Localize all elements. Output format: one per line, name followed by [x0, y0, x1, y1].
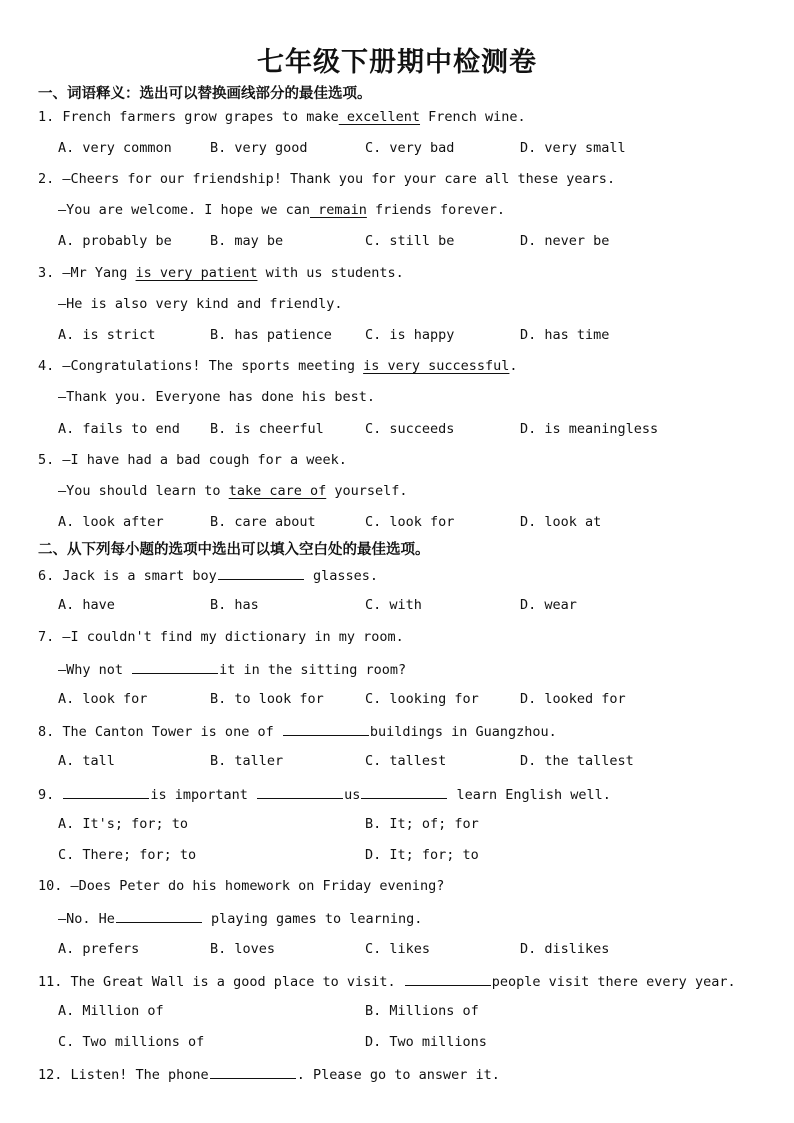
- question-1: [38, 108, 526, 126]
- q9-option-b[interactable]: B. It; of; for: [365, 816, 479, 832]
- q7-option-c[interactable]: C. looking for: [365, 691, 479, 707]
- q5-underlined: take care of: [228, 483, 327, 499]
- q10-response-text: —No. He: [58, 911, 115, 927]
- q7-option-d[interactable]: D. looked for: [520, 691, 626, 707]
- q6-option-c[interactable]: C. with: [365, 597, 422, 613]
- q7-response-text: —Why not: [58, 662, 132, 678]
- q7-option-a[interactable]: A. look for: [58, 691, 148, 707]
- q5-response: [58, 482, 408, 500]
- q5-option-c[interactable]: C. look for: [365, 514, 455, 530]
- q12-blank[interactable]: [210, 1064, 296, 1079]
- question-7: 7. —I couldn't find my dictionary in my room.: [38, 629, 404, 645]
- q5-response-end: yourself.: [326, 483, 408, 499]
- question-9: [38, 784, 611, 804]
- q5-option-b[interactable]: B. care about: [210, 514, 316, 530]
- q1-text: 1. French farmers grow grapes to make: [38, 109, 339, 125]
- q1-text-end: French wine.: [420, 109, 526, 125]
- q2-response-text: —You are welcome. I hope we can: [58, 202, 310, 218]
- q4-option-b[interactable]: B. is cheerful: [210, 421, 324, 437]
- q9-text-end: learn English well.: [448, 787, 611, 803]
- question-10: 10. —Does Peter do his homework on Friday evening?: [38, 878, 445, 894]
- q9-option-a[interactable]: A. It's; for; to: [58, 816, 189, 832]
- q9-text-mid2: us: [344, 787, 361, 803]
- q3-option-d[interactable]: D. has time: [520, 327, 610, 343]
- q2-option-a[interactable]: A. probably be: [58, 233, 172, 249]
- q11-option-d[interactable]: D. Two millions: [365, 1034, 487, 1050]
- q10-option-d[interactable]: D. dislikes: [520, 941, 610, 957]
- q6-option-b[interactable]: B. has: [210, 597, 259, 613]
- q11-option-a[interactable]: A. Million of: [58, 1003, 164, 1019]
- q5-option-d[interactable]: D. look at: [520, 514, 602, 530]
- q7-response-end: it in the sitting room?: [219, 662, 407, 678]
- section-1-heading: 一、词语释义：选出可以替换画线部分的最佳选项。: [38, 86, 372, 102]
- q4-text: 4. —Congratulations! The sports meeting: [38, 358, 364, 374]
- q9-blank-3[interactable]: [361, 784, 447, 799]
- q9-text-mid1: is important: [150, 787, 257, 803]
- q2-option-d[interactable]: D. never be: [520, 233, 610, 249]
- q4-underlined: is very successful: [363, 358, 510, 374]
- q10-response-end: playing games to learning.: [202, 911, 423, 927]
- q3-underlined: is very patient: [135, 265, 258, 281]
- q4-option-d[interactable]: D. is meaningless: [520, 421, 659, 437]
- q8-option-b[interactable]: B. taller: [210, 753, 284, 769]
- page-title: 七年级下册期中检测卷: [257, 47, 537, 78]
- q9-option-d[interactable]: D. It; for; to: [365, 847, 479, 863]
- q10-option-b[interactable]: B. loves: [210, 941, 276, 957]
- q1-option-c[interactable]: C. very bad: [365, 140, 455, 156]
- q1-option-d[interactable]: D. very small: [520, 140, 626, 156]
- q11-blank[interactable]: [405, 971, 491, 986]
- q4-option-c[interactable]: C. succeeds: [365, 421, 455, 437]
- q12-text: 12. Listen! The phone: [38, 1067, 209, 1083]
- q9-blank-2[interactable]: [257, 784, 343, 799]
- q5-option-a[interactable]: A. look after: [58, 514, 164, 530]
- q2-option-b[interactable]: B. may be: [210, 233, 284, 249]
- q11-text-end: people visit there every year.: [491, 974, 736, 990]
- q9-text: 9.: [38, 787, 63, 803]
- q3-response: —He is also very kind and friendly.: [58, 296, 343, 312]
- question-11: [38, 971, 736, 991]
- question-5: 5. —I have had a bad cough for a week.: [38, 452, 347, 468]
- q11-option-b[interactable]: B. Millions of: [365, 1003, 479, 1019]
- q10-option-a[interactable]: A. prefers: [58, 941, 140, 957]
- q6-option-a[interactable]: A. have: [58, 597, 115, 613]
- question-3: [38, 264, 404, 282]
- q3-option-b[interactable]: B. has patience: [210, 327, 332, 343]
- q8-option-a[interactable]: A. tall: [58, 753, 115, 769]
- q10-blank[interactable]: [116, 908, 202, 923]
- question-8: [38, 721, 557, 741]
- q2-response-end: friends forever.: [366, 202, 506, 218]
- q1-underlined: excellent: [338, 109, 421, 125]
- q2-option-c[interactable]: C. still be: [365, 233, 455, 249]
- question-2: 2. —Cheers for our friendship! Thank you for your care all these years.: [38, 171, 616, 187]
- question-4: [38, 357, 518, 375]
- q10-option-c[interactable]: C. likes: [365, 941, 431, 957]
- q6-text-end: glasses.: [304, 568, 378, 584]
- q3-text-end: with us students.: [257, 265, 404, 281]
- q12-text-end: . Please go to answer it.: [296, 1067, 500, 1083]
- q11-option-c[interactable]: C. Two millions of: [58, 1034, 205, 1050]
- q7-response: [58, 659, 406, 679]
- q3-option-a[interactable]: A. is strict: [58, 327, 156, 343]
- q2-response: [58, 201, 505, 219]
- q4-response: —Thank you. Everyone has done his best.: [58, 389, 375, 405]
- q8-text: 8. The Canton Tower is one of: [38, 724, 282, 740]
- q4-text-end: .: [509, 358, 518, 374]
- q3-text: 3. —Mr Yang: [38, 265, 136, 281]
- q6-blank[interactable]: [218, 565, 304, 580]
- q5-response-text: —You should learn to: [58, 483, 229, 499]
- q8-text-end: buildings in Guangzhou.: [369, 724, 557, 740]
- q1-option-b[interactable]: B. very good: [210, 140, 308, 156]
- q1-option-a[interactable]: A. very common: [58, 140, 172, 156]
- q4-option-a[interactable]: A. fails to end: [58, 421, 180, 437]
- q2-underlined: remain: [309, 202, 367, 218]
- q6-text: 6. Jack is a smart boy: [38, 568, 217, 584]
- q7-blank[interactable]: [132, 659, 218, 674]
- question-6: [38, 565, 378, 585]
- q8-option-c[interactable]: C. tallest: [365, 753, 447, 769]
- q8-option-d[interactable]: D. the tallest: [520, 753, 634, 769]
- q9-option-c[interactable]: C. There; for; to: [58, 847, 197, 863]
- q11-text: 11. The Great Wall is a good place to visit.: [38, 974, 404, 990]
- question-12: [38, 1064, 500, 1084]
- section-2-heading: 二、从下列每小题的选项中选出可以填入空白处的最佳选项。: [38, 542, 430, 558]
- q6-option-d[interactable]: D. wear: [520, 597, 577, 613]
- q8-blank[interactable]: [283, 721, 369, 736]
- q9-blank-1[interactable]: [63, 784, 149, 799]
- q10-response: [58, 908, 422, 928]
- q7-option-b[interactable]: B. to look for: [210, 691, 324, 707]
- q3-option-c[interactable]: C. is happy: [365, 327, 455, 343]
